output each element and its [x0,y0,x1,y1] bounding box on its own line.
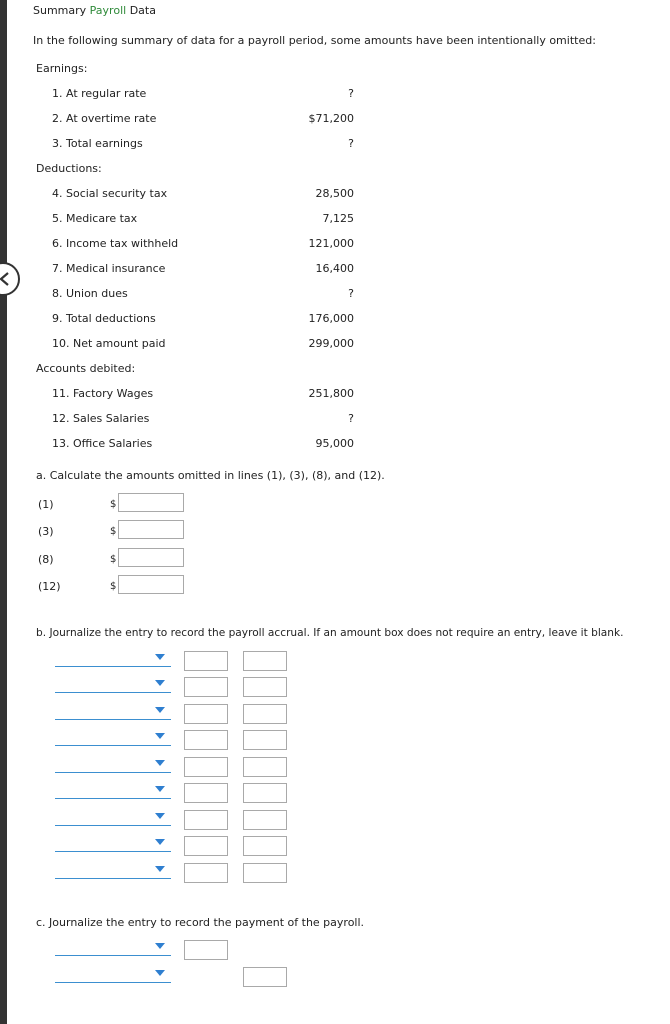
account-select-b8[interactable] [55,836,171,852]
currency-symbol: $ [110,554,117,565]
account-select-b9[interactable] [55,863,171,879]
credit-input-b5[interactable] [243,757,287,777]
dropdown-caret-icon [155,866,165,872]
account-select-b1[interactable] [55,651,171,667]
currency-symbol: $ [110,499,117,510]
title-suffix: Data [129,4,156,17]
credit-input-b7[interactable] [243,810,287,830]
line-label-8: 8. Union dues [52,287,128,300]
debit-input-b7[interactable] [184,810,228,830]
line-amount-11: 251,800 [308,387,354,400]
line-amount-12: ? [348,412,354,425]
dropdown-caret-icon [155,970,165,976]
credit-input-b9[interactable] [243,863,287,883]
line-amount-6: 121,000 [308,237,354,250]
chevron-left-icon [0,271,10,287]
title-link-payroll[interactable]: Payroll [89,4,127,17]
debit-input-c1[interactable] [184,940,228,960]
line-label-10: 10. Net amount paid [52,337,166,350]
debit-input-b3[interactable] [184,704,228,724]
currency-symbol: $ [110,581,117,592]
part-b-question: b. Journalize the entry to record the payroll accrual. If an amount box does not require an entry, leave it blank. [36,627,624,639]
dropdown-caret-icon [155,733,165,739]
page-title [33,4,156,17]
title-prefix: Summary [33,4,87,17]
dropdown-caret-icon [155,839,165,845]
line-label-7: 7. Medical insurance [52,262,166,275]
line-label-13: 13. Office Salaries [52,437,153,450]
credit-input-b1[interactable] [243,651,287,671]
section-earnings: Earnings: [36,62,88,75]
line-amount-9: 176,000 [308,312,354,325]
credit-input-b3[interactable] [243,704,287,724]
part-a-label-3: (3) [38,525,54,538]
credit-input-b6[interactable] [243,783,287,803]
debit-input-b6[interactable] [184,783,228,803]
debit-input-b1[interactable] [184,651,228,671]
account-select-b2[interactable] [55,677,171,693]
part-a-label-1: (1) [38,498,54,511]
account-select-b4[interactable] [55,730,171,746]
line-amount-3: ? [348,137,354,150]
line-amount-10: 299,000 [308,337,354,350]
left-edge-bar [0,0,7,1024]
credit-input-b4[interactable] [243,730,287,750]
dropdown-caret-icon [155,813,165,819]
line-label-9: 9. Total deductions [52,312,156,325]
line-label-2: 2. At overtime rate [52,112,157,125]
line-amount-1: ? [348,87,354,100]
line-label-12: 12. Sales Salaries [52,412,150,425]
line-label-11: 11. Factory Wages [52,387,154,400]
part-a-label-8: (8) [38,553,54,566]
account-select-b5[interactable] [55,757,171,773]
debit-input-b8[interactable] [184,836,228,856]
answer-input-12[interactable] [118,575,184,594]
account-select-c2[interactable] [55,967,171,983]
debit-input-b9[interactable] [184,863,228,883]
line-label-3: 3. Total earnings [52,137,143,150]
line-amount-2: $71,200 [308,112,354,125]
line-amount-4: 28,500 [315,187,354,200]
answer-input-8[interactable] [118,548,184,567]
dropdown-caret-icon [155,680,165,686]
answer-input-1[interactable] [118,493,184,512]
account-select-b3[interactable] [55,704,171,720]
debit-input-b2[interactable] [184,677,228,697]
line-amount-8: ? [348,287,354,300]
part-a-question: a. Calculate the amounts omitted in lines (1), (3), (8), and (12). [36,469,385,482]
line-label-6: 6. Income tax withheld [52,237,179,250]
credit-input-c2[interactable] [243,967,287,987]
intro-text: In the following summary of data for a payroll period, some amounts have been intentionally omitted: [33,34,596,47]
credit-input-b2[interactable] [243,677,287,697]
account-select-c1[interactable] [55,940,171,956]
account-select-b7[interactable] [55,810,171,826]
part-c-question: c. Journalize the entry to record the payment of the payroll. [36,916,365,929]
credit-input-b8[interactable] [243,836,287,856]
line-amount-13: 95,000 [315,437,354,450]
line-amount-7: 16,400 [315,262,354,275]
debit-input-b5[interactable] [184,757,228,777]
dropdown-caret-icon [155,943,165,949]
dropdown-caret-icon [155,654,165,660]
line-label-5: 5. Medicare tax [52,212,138,225]
part-a-label-12: (12) [38,580,61,593]
dropdown-caret-icon [155,707,165,713]
section-deductions: Deductions: [36,162,102,175]
line-label-4: 4. Social security tax [52,187,168,200]
account-select-b6[interactable] [55,783,171,799]
answer-input-3[interactable] [118,520,184,539]
line-amount-5: 7,125 [322,212,354,225]
section-accounts-debited: Accounts debited: [36,362,136,375]
back-button[interactable] [0,262,20,296]
dropdown-caret-icon [155,760,165,766]
debit-input-b4[interactable] [184,730,228,750]
line-label-1: 1. At regular rate [52,87,147,100]
currency-symbol: $ [110,526,117,537]
dropdown-caret-icon [155,786,165,792]
